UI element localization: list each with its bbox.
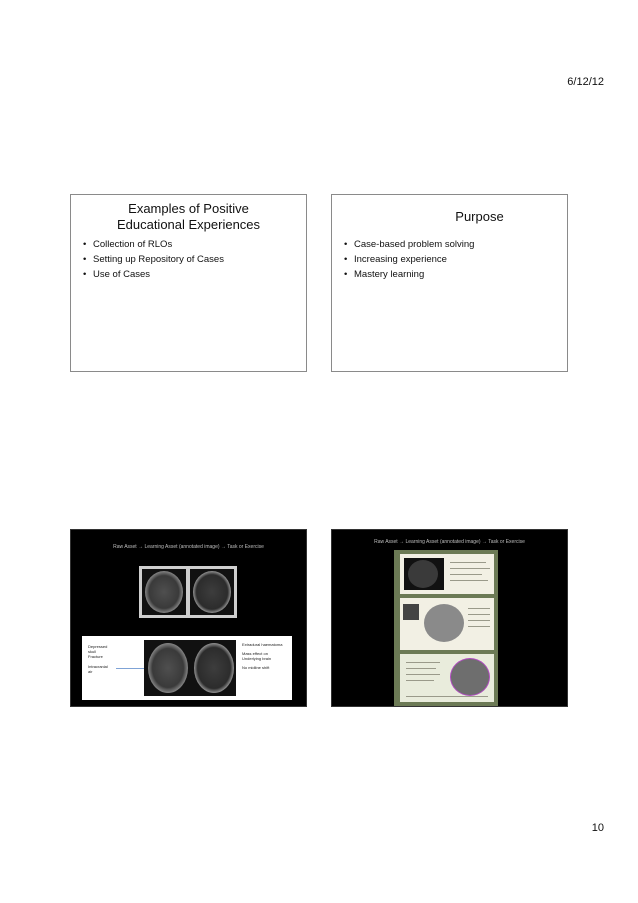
slide-bullets [344, 237, 559, 282]
annotated-image-panel [82, 636, 292, 700]
slide-caption: Raw Asset → Learning Asset (annotated image) → Task or Exercise [113, 544, 264, 550]
bullet-item: • Case-based problem solving [344, 237, 559, 252]
page-date: 6/12/12 [567, 76, 604, 88]
slide-purpose [331, 194, 568, 372]
slide-ct-annotation [70, 529, 307, 707]
ct-raw-image [139, 566, 237, 618]
bullet-item: • Collection of RLOs [83, 237, 298, 252]
bullet-item: • Use of Cases [83, 267, 298, 282]
slide-examples [70, 194, 307, 372]
bullet-item: • Increasing experience [344, 252, 559, 267]
slide-title: Purpose [455, 209, 504, 224]
page-number: 10 [591, 822, 604, 834]
slide-bullets [83, 237, 298, 282]
annotation-left: Depressed skull Fracture Intracranial air [88, 644, 108, 674]
annotation-right: Extradural haematoma Mass effect on Underlying brain No midline shift [242, 642, 283, 670]
bullet-item: • Setting up Repository of Cases [83, 252, 298, 267]
learning-asset-collage [394, 550, 498, 706]
annotation-arrow [116, 668, 144, 669]
slide-title: Examples of Positive Educational Experiences [116, 201, 261, 232]
slide-caption: Raw Asset → Learning Asset (annotated image) → Task or Exercise [374, 539, 525, 545]
slide-learning-asset [331, 529, 568, 707]
bullet-item: • Mastery learning [344, 267, 559, 282]
